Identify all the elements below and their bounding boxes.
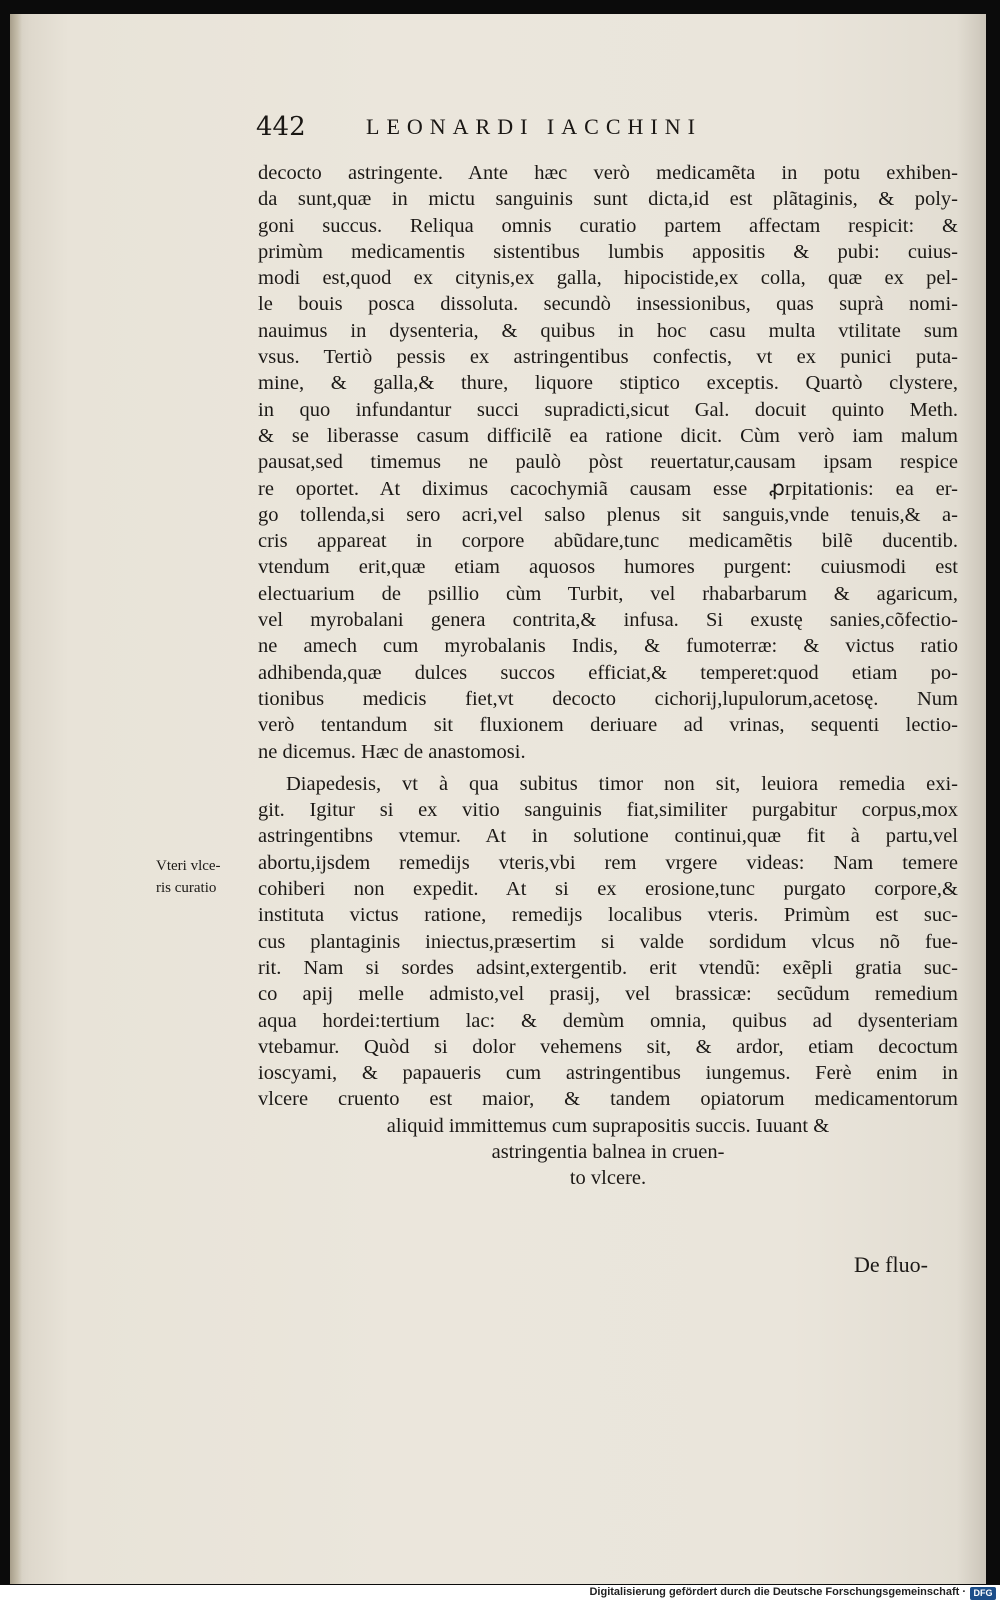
running-head: LEONARDI IACCHINI xyxy=(366,114,702,139)
margin-note-line: Vteri vlce- xyxy=(156,858,221,874)
footer-credit: Digitalisierung gefördert durch die Deutsche Forschungsgemeinschaft · xyxy=(589,1586,966,1598)
text-line: adhibenda,quæ dulces succos efficiat,& temperet:quod etiam po- xyxy=(258,661,958,684)
text-line: ne amech cum myrobalanis Indis, & fumoterræ: & victus ratio xyxy=(258,635,958,658)
closing-line: aliquid immittemus cum suprapositis succis. Iuuant & xyxy=(386,1114,830,1137)
text-line: vsus. Tertiò pessis ex astringentibus confectis, vt ex punici puta- xyxy=(258,346,958,369)
text-line: ne dicemus. Hæc de anastomosi. xyxy=(258,740,526,763)
text-line: co apij melle admisto,vel prasij, vel brassicæ: secũdum remedium xyxy=(258,983,958,1006)
page-header xyxy=(256,112,856,152)
text-line: rit. Nam si sordes adsint,extergentib. erit vtendũ: exẽpli gratia suc- xyxy=(258,956,958,979)
text-line: & se liberasse casum difficilẽ ea ratione dicit. Cùm verò iam malum xyxy=(258,424,958,447)
text-line: in quo infundantur succi supradicti,sicut Gal. docuit quinto Meth. xyxy=(258,398,958,421)
text-line: ioscyami, & papaueris cum astringentibus iungemus. Ferè enim in xyxy=(258,1062,958,1085)
margin-note xyxy=(156,855,256,899)
text-line: re oportet. At diximus cacochymiã causam esse ꝓrpitationis: ea er- xyxy=(258,477,958,500)
text-line: pausat,sed timemus ne paulò pòst reuertatur,causam ipsam respice xyxy=(258,451,958,474)
margin-note-line: ris curatio xyxy=(156,880,217,896)
text-line: Diapedesis, vt à qua subitus timor non sit, leuiora remedia exi- xyxy=(286,772,958,795)
footer-bar xyxy=(0,1585,1000,1603)
text-line: git. Igitur si ex vitio sanguinis fiat,similiter purgabitur corpus,mox xyxy=(258,799,958,822)
text-line: electuarium de psillio cùm Turbit, vel rhabarbarum & agaricum, xyxy=(258,582,958,605)
dfg-logo: DFG xyxy=(970,1587,996,1600)
text-line: da sunt,quæ in mictu sanguinis sunt dicta,id est plãtaginis, & poly- xyxy=(258,188,958,211)
text-line: decocto astringente. Ante hæc verò medicamẽta in potu exhiben- xyxy=(258,162,958,184)
page-number: 442 xyxy=(256,112,306,142)
catchword: De fluo- xyxy=(854,1252,928,1277)
text-line: cris appareat in corpore abũdare,tunc medicamẽtis bilẽ ducentib. xyxy=(258,530,958,553)
text-line: instituta victus ratione, remedijs localibus vteris. Primùm est suc- xyxy=(258,904,958,927)
closing-line: astringentia balnea in cruen- xyxy=(491,1140,725,1163)
text-line: cohiberi non expedit. At si ex erosione,tunc purgato corpore,& xyxy=(258,878,958,901)
text-line: tionibus medicis fiet,vt decocto cichorij,lupulorum,acetosę. Num xyxy=(258,687,958,710)
page-gutter-edge xyxy=(10,14,22,1584)
text-line: mine, & galla,& thure, liquore stiptico exceptis. Quartò clystere, xyxy=(258,372,958,395)
text-line: nauimus in dysenteria, & quibus in hoc casu multa vtilitate sum xyxy=(258,319,958,342)
text-line: modi est,quod ex citynis,ex galla, hipocistide,ex colla, quæ ex pel- xyxy=(258,267,958,290)
text-line: astringentibns vtemur. At in solutione continui,quæ fit à partu,vel xyxy=(258,825,958,848)
body-text xyxy=(258,160,958,1192)
text-line: aqua hordei:tertium lac: & demùm omnia, quibus ad dysenteriam xyxy=(258,1009,958,1032)
text-line: cus plantaginis iniectus,præsertim si valde sordidum vlcus nõ fue- xyxy=(258,930,958,953)
text-line: vtendum erit,quæ etiam aquosos humores purgent: cuiusmodi est xyxy=(258,556,958,579)
text-line: le bouis posca dissoluta. secundò insessionibus, quas suprà nomi- xyxy=(258,293,958,316)
text-line: goni succus. Reliqua omnis curatio partem affectam respicit: & xyxy=(258,214,958,237)
text-line: verò tentandum sit fluxionem deriuare ad vrinas, sequenti lectio- xyxy=(258,714,958,737)
text-line: vel myrobalani genera contrita,& infusa. Si exustę sanies,cõfectio- xyxy=(258,609,958,632)
closing-line: to vlcere. xyxy=(569,1167,647,1190)
text-line: vlcere cruento est maior, & tandem opiatorum medicamentorum xyxy=(258,1088,958,1111)
text-line: primùm medicamentis sistentibus lumbis appositis & pubi: cuius- xyxy=(258,240,958,263)
text-line: go tollenda,si sero acri,vel salso plenus sit sanguis,vnde tenuis,& a- xyxy=(258,503,958,526)
text-line: vtebamur. Quòd si dolor vehemens sit, & ardor, etiam decoctum xyxy=(258,1035,958,1058)
text-line: abortu,ijsdem remedijs vteris,vbi rem vrgere videas: Nam temere xyxy=(258,851,958,874)
